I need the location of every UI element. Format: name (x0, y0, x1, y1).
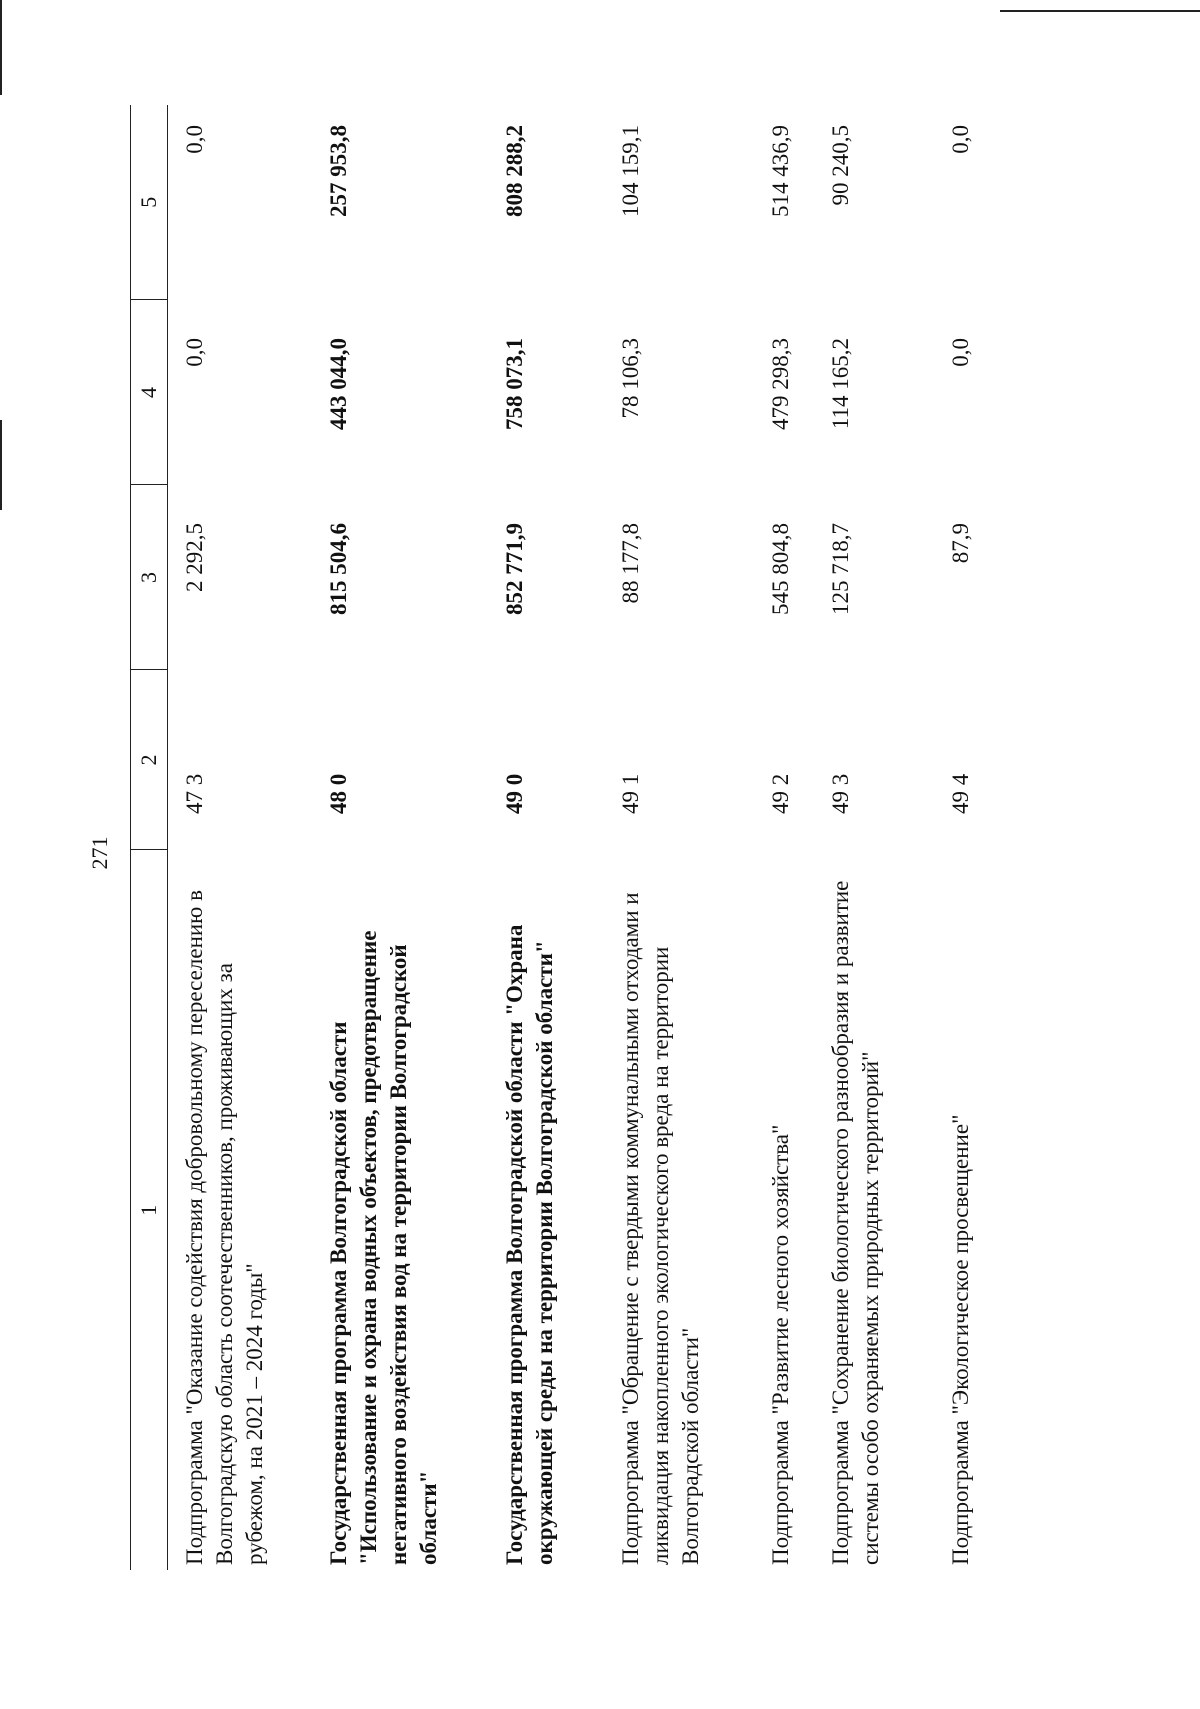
program-name-cell: Подпрограмма "Обращение с твердыми коммунальными отходами и ликвидация накопленного экологического вреда на территории Волгоградской области" (618, 892, 703, 1565)
program-name-cell: Государственная программа Волгоградской области "Охрана окружающей среды на территории Волгоградской области" (502, 924, 557, 1565)
program-name-cell: Подпрограмма "Сохранение биологического разнообразия и развитие системы особо охраняемых природных территорий" (828, 880, 883, 1565)
value-col3-cell: 87,9 (948, 523, 973, 564)
column-header: 4 (131, 300, 168, 485)
code-cell: 49 1 (618, 773, 643, 814)
table-row (826, 105, 946, 1570)
code-cell: 49 3 (828, 773, 853, 814)
column-header: 2 (131, 670, 168, 850)
value-col5-cell: 0,0 (948, 125, 973, 154)
column-header: 1 (131, 850, 168, 1570)
program-name-cell: Подпрограмма "Развитие лесного хозяйства" (768, 1124, 793, 1565)
column-header: 3 (131, 485, 168, 670)
value-col4-cell: 443 044,0 (326, 338, 351, 430)
value-col4-cell: 758 073,1 (502, 338, 527, 430)
budget-table (130, 105, 986, 1570)
value-col5-cell: 808 288,2 (502, 125, 527, 217)
value-col4-cell: 0,0 (948, 338, 973, 367)
value-col5-cell: 90 240,5 (828, 125, 853, 206)
program-name-cell: Подпрограмма "Экологическое просвещение" (948, 1114, 973, 1565)
value-col5-cell: 257 953,8 (326, 125, 351, 217)
program-name-cell: Государственная программа Волгоградской области "Использование и охрана водных объектов, предотвращение негативного воздействия вод на территории Волгоградской области" (326, 930, 441, 1565)
table-row (616, 105, 766, 1570)
code-cell: 49 0 (502, 773, 527, 814)
page-number: 271 (87, 836, 112, 870)
code-cell: 48 0 (326, 773, 351, 814)
scan-edge-mark (0, 0, 2, 95)
table-row (168, 105, 325, 1570)
value-col4-cell: 0,0 (182, 338, 207, 367)
program-name-cell: Подпрограмма "Оказание содействия добровольному переселению в Волгоградскую область соотечественников, проживающих за рубежом, на 2021 – 2024 годы" (182, 890, 267, 1565)
value-col5-cell: 104 159,1 (618, 125, 643, 217)
table-row (946, 105, 986, 1570)
value-col5-cell: 514 436,9 (768, 125, 793, 217)
table-body (168, 105, 987, 1570)
code-cell: 49 4 (948, 773, 973, 814)
column-header: 5 (131, 105, 168, 300)
rotated-table-container (130, 105, 1050, 1570)
value-col3-cell: 815 504,6 (326, 523, 351, 615)
value-col3-cell: 88 177,8 (618, 523, 643, 604)
value-col4-cell: 78 106,3 (618, 338, 643, 419)
table-row (500, 105, 616, 1570)
value-col4-cell: 114 165,2 (828, 338, 853, 430)
table-header-row (131, 105, 168, 1570)
value-col5-cell: 0,0 (182, 125, 207, 154)
code-cell: 47 3 (182, 773, 207, 814)
table-row (324, 105, 500, 1570)
value-col3-cell: 852 771,9 (502, 523, 527, 615)
code-cell: 49 2 (768, 773, 793, 814)
value-col3-cell: 2 292,5 (182, 523, 207, 592)
table-row (766, 105, 826, 1570)
value-col4-cell: 479 298,3 (768, 338, 793, 430)
scan-edge-mark (1000, 10, 1200, 12)
value-col3-cell: 545 804,8 (768, 523, 793, 615)
value-col3-cell: 125 718,7 (828, 523, 853, 615)
scan-edge-mark (0, 420, 2, 510)
